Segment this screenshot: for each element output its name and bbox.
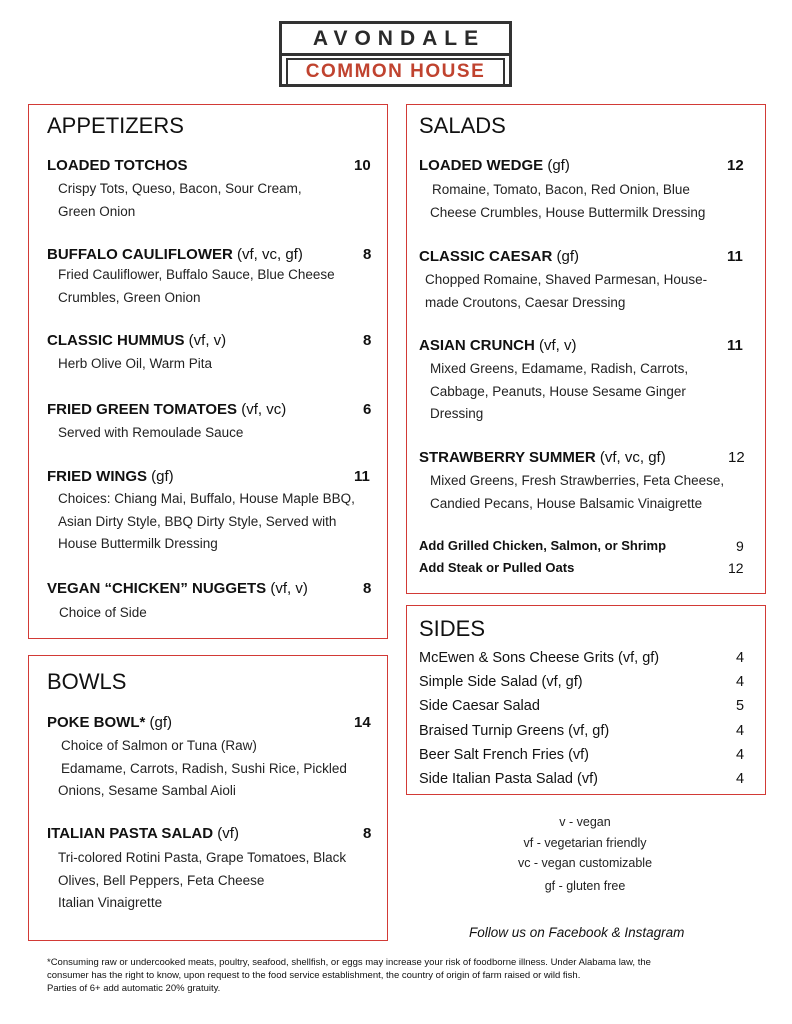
diet-tags: (vf, vc) — [237, 401, 287, 418]
side-price: 4 — [736, 723, 745, 739]
item-price: 10 — [354, 157, 371, 174]
item-name: POKE BOWL* (gf) — [47, 714, 173, 731]
side-item: Braised Turnip Greens (vf, gf) — [419, 723, 610, 739]
addon-label: Add Grilled Chicken, Salmon, or Shrimp — [419, 538, 667, 553]
item-description: Herb Olive Oil, Warm Pita — [58, 356, 213, 371]
diet-legend-vegan-customizable: vc - vegan customizable — [517, 856, 653, 870]
item-name: FRIED WINGS (gf) — [47, 468, 174, 485]
item-description: Mixed Greens, Edamame, Radish, Carrots, Cabbage, Peanuts, House Sesame Ginger Dressing — [430, 361, 689, 421]
item-price: 8 — [363, 332, 372, 349]
item-description: Fried Cauliflower, Buffalo Sauce, Blue Cheese Crumbles, Green Onion — [58, 267, 335, 305]
item-name: CLASSIC CAESAR (gf) — [419, 248, 580, 265]
item-description: Choices: Chiang Mai, Buffalo, House Maple BBQ, Asian Dirty Style, BBQ Dirty Style, Served with House Buttermilk Dressing — [58, 491, 355, 551]
item-description: Mixed Greens, Fresh Strawberries, Feta Cheese, Candied Pecans, House Balsamic Vinaigrette — [430, 473, 725, 511]
diet-tags: (gf) — [145, 714, 173, 731]
item-name: VEGAN “CHICKEN” NUGGETS (vf, v) — [47, 580, 308, 597]
addon-label: Add Steak or Pulled Oats — [419, 560, 575, 575]
side-price: 5 — [736, 698, 745, 714]
item-name: LOADED WEDGE (gf) — [419, 157, 570, 174]
diet-tags: (gf) — [552, 248, 580, 265]
addon-price: 9 — [736, 538, 744, 554]
item-price: 14 — [354, 714, 371, 731]
item-name: STRAWBERRY SUMMER (vf, vc, gf) — [419, 449, 666, 466]
item-price: 6 — [363, 401, 372, 418]
sides-title: SIDES — [419, 616, 486, 641]
diet-tags: (vf, vc, gf) — [232, 246, 303, 263]
brand-logo — [279, 21, 512, 87]
side-item: Side Caesar Salad — [419, 698, 540, 714]
item-description: Romaine, Tomato, Bacon, Red Onion, Blue Cheese Crumbles, House Buttermilk Dressing — [430, 182, 706, 220]
side-item: McEwen & Sons Cheese Grits (vf, gf) — [419, 650, 660, 666]
item-price: 8 — [363, 825, 372, 842]
item-price: 12 — [728, 449, 745, 466]
item-name: ASIAN CRUNCH (vf, v) — [419, 337, 577, 354]
item-description: Tri-colored Rotini Pasta, Grape Tomatoes, Black Olives, Bell Peppers, Feta Cheese Italian Vinaigrette — [58, 850, 347, 910]
item-price: 8 — [363, 246, 372, 263]
diet-tags: (gf) — [147, 468, 174, 485]
side-price: 4 — [736, 771, 745, 787]
diet-tags: (vf, vc, gf) — [595, 449, 666, 466]
side-price: 4 — [736, 650, 745, 666]
brand-name-line1: AVONDALE — [282, 24, 509, 56]
disclaimer-line: consumer has the right to know, upon request to the food service establishment, the country of origin of farm raised or wild fish. — [47, 970, 581, 981]
item-description: Choice of Salmon or Tuna (Raw) Edamame, Carrots, Radish, Sushi Rice, Pickled Onions, Sesame Sambal Aioli — [58, 738, 347, 798]
side-price: 4 — [736, 674, 745, 690]
diet-tags: (vf, v) — [534, 337, 577, 354]
salads-title: SALADS — [419, 113, 506, 138]
diet-tags: (gf) — [543, 157, 570, 174]
diet-legend-vegetarian: vf - vegetarian friendly — [523, 836, 647, 850]
side-item: Simple Side Salad (vf, gf) — [419, 674, 583, 690]
item-description: Served with Remoulade Sauce — [58, 425, 244, 440]
addon-price: 12 — [728, 560, 744, 576]
diet-legend-gluten-free: gf - gluten free — [544, 879, 626, 893]
item-description: Choice of Side — [59, 605, 147, 620]
diet-legend-vegan: v - vegan — [559, 815, 611, 829]
item-name: LOADED TOTCHOS — [47, 157, 188, 174]
item-name: BUFFALO CAULIFLOWER (vf, vc, gf) — [47, 246, 303, 263]
side-item: Beer Salt French Fries (vf) — [419, 747, 590, 763]
item-price: 8 — [363, 580, 372, 597]
item-price: 11 — [727, 248, 743, 265]
bowls-title: BOWLS — [47, 669, 127, 694]
disclaimer-line: *Consuming raw or undercooked meats, poultry, seafood, shellfish, or eggs may increase your risk of foodborne illness. Under Alabama law, the — [47, 957, 651, 968]
disclaimer — [47, 956, 752, 995]
item-name: CLASSIC HUMMUS (vf, v) — [47, 332, 227, 349]
gratuity-note: Parties of 6+ add automatic 20% gratuity. — [47, 983, 221, 994]
side-item: Side Italian Pasta Salad (vf) — [419, 771, 598, 787]
side-price: 4 — [736, 747, 745, 763]
brand-name-line2: COMMON HOUSE — [286, 58, 505, 86]
diet-tags: (vf, v) — [266, 580, 308, 597]
item-price: 12 — [727, 157, 744, 174]
item-price: 11 — [354, 468, 370, 485]
diet-tags: (vf, v) — [184, 332, 227, 349]
item-name: FRIED GREEN TOMATOES (vf, vc) — [47, 401, 287, 418]
item-name: ITALIAN PASTA SALAD (vf) — [47, 825, 239, 842]
item-description: Chopped Romaine, Shaved Parmesan, House- made Croutons, Caesar Dressing — [425, 272, 708, 310]
diet-tags: (vf) — [213, 825, 239, 842]
item-price: 11 — [727, 337, 743, 354]
appetizers-title: APPETIZERS — [47, 113, 184, 138]
social-follow-text: Follow us on Facebook & Instagram — [469, 925, 685, 940]
item-description: Crispy Tots, Queso, Bacon, Sour Cream, Green Onion — [58, 181, 302, 219]
